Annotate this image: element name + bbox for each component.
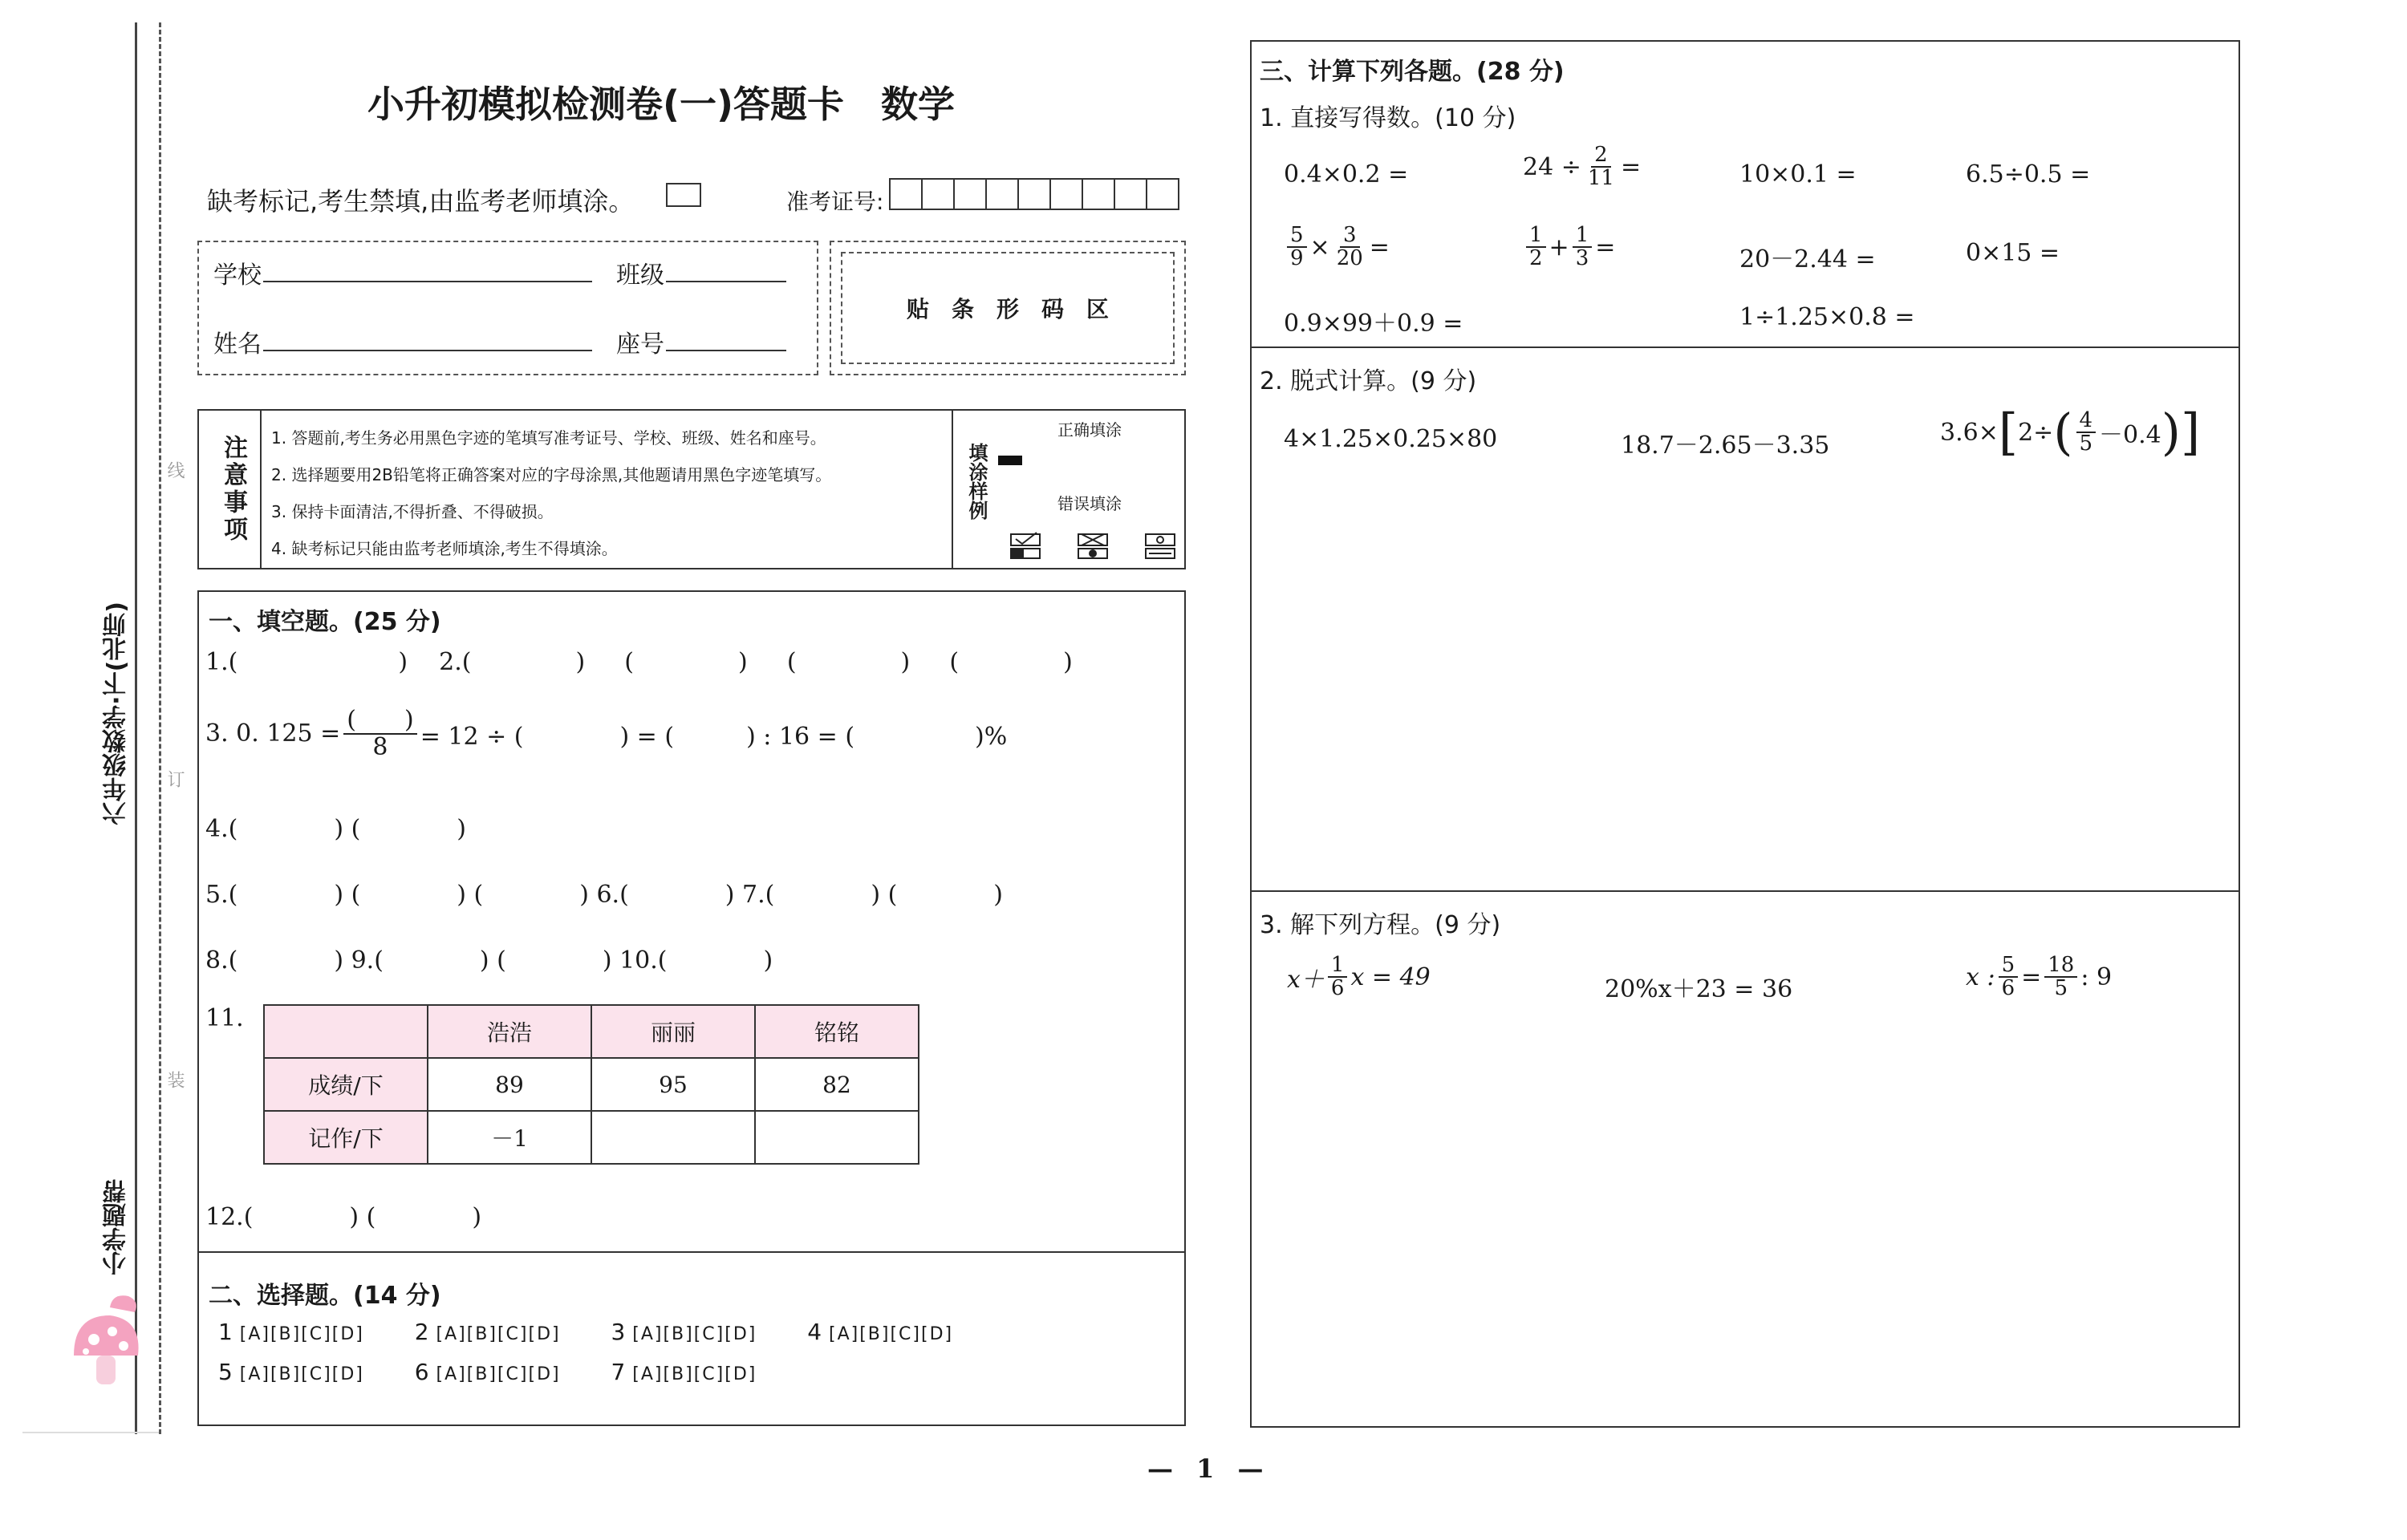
q3-frac-num: ( ) — [343, 707, 416, 735]
choice-q3[interactable] — [611, 1319, 757, 1345]
table-cell: 浩浩 — [428, 1005, 591, 1058]
choice-options[interactable]: [A][B][C][D] — [239, 1364, 364, 1384]
fill-row-8[interactable]: 8.( ) 9.( ) ( ) 10.( ) — [205, 946, 773, 975]
step-a: 4×1.25×0.25×80 — [1284, 425, 1498, 453]
step-c-inner: 2÷ — [2018, 418, 2054, 447]
choice-options[interactable]: [A][B][C][D] — [632, 1324, 757, 1344]
step-c-frac — [2076, 407, 2096, 456]
bracket-open: [ — [1998, 403, 2019, 461]
frac-den: 5 — [2079, 432, 2093, 456]
barcode-box-inner — [841, 252, 1175, 364]
frac-den: 5 — [2054, 976, 2068, 1001]
page-number: — 1 — — [1147, 1453, 1264, 1484]
fill-row-4[interactable]: 4.( ) ( ) — [205, 815, 466, 843]
frac-num: 1 — [1573, 225, 1593, 248]
eq-c — [1966, 954, 2112, 1000]
choice-number: 1 — [218, 1319, 233, 1345]
absent-note: 缺考标记,考生禁填,由监考老师填涂。 — [207, 186, 635, 217]
table-cell[interactable] — [755, 1111, 919, 1164]
part2-title: 二、选择题。(14 分) — [209, 1282, 441, 1310]
calc-d: 6.5÷0.5 = — [1966, 160, 2091, 188]
fill-row-1[interactable] — [205, 648, 1073, 676]
step-answer-area[interactable] — [1260, 481, 2230, 882]
calc-b-pre: 24 ÷ — [1523, 152, 1581, 181]
choice-number: 6 — [414, 1359, 429, 1385]
paren-close: ) — [2161, 403, 2181, 461]
table-row — [264, 1058, 919, 1111]
spine-mark-ding: 订 — [164, 770, 185, 788]
spine-dashed-line — [159, 22, 161, 1434]
q2-close-3: ) — [900, 648, 911, 676]
eq-c-post: : 9 — [2080, 962, 2113, 991]
calc-b-post: = — [1620, 152, 1642, 181]
choice-q6[interactable] — [415, 1359, 561, 1385]
choice-number: 3 — [611, 1319, 626, 1345]
bracket-close: ] — [2180, 403, 2201, 461]
notes-divider — [260, 411, 262, 568]
calc-e-frac2 — [1333, 225, 1366, 270]
seat-field[interactable] — [666, 350, 786, 351]
q11-label: 11. — [205, 1004, 244, 1032]
frac-den: 9 — [1290, 246, 1304, 271]
q2-open-4: ( — [949, 648, 960, 676]
fill-row-5[interactable]: 5.( ) ( ) ( ) 6.( ) 7.( ) ( ) — [205, 881, 1003, 909]
frac-num: 5 — [1999, 954, 2019, 978]
score-table — [263, 1004, 919, 1165]
exam-id-box[interactable] — [1114, 178, 1147, 210]
eq-a-frac — [1328, 954, 1348, 1000]
exam-id-box[interactable] — [1146, 178, 1179, 210]
spine-brand: 小学题帮 — [103, 1179, 131, 1275]
calc-c: 10×0.1 = — [1739, 160, 1857, 188]
spine-mark-xian: 线 — [164, 461, 185, 479]
table-cell: 铭铭 — [755, 1005, 919, 1058]
part3-sub1: 1. 直接写得数。(10 分) — [1260, 104, 1516, 132]
frac-num: 2 — [1591, 144, 1611, 168]
eq-c-equals: = — [2021, 962, 2042, 991]
choice-q1[interactable] — [218, 1319, 364, 1345]
frac-num: 1 — [1526, 225, 1546, 248]
q3-fraction — [343, 707, 416, 760]
frac-den: 6 — [2001, 976, 2015, 1001]
eq-c-frac2 — [2044, 954, 2077, 1000]
table-cell: 成绩/下 — [264, 1058, 428, 1111]
table-cell: －1 — [428, 1111, 591, 1164]
calc-h: 0×15 = — [1966, 239, 2060, 267]
q2-close-1: ) — [575, 648, 586, 676]
exam-id-box[interactable] — [953, 178, 987, 210]
student-info-box — [197, 241, 818, 375]
choice-number: 2 — [414, 1319, 429, 1345]
notes-heading: 注意事项 — [219, 435, 247, 544]
choice-number: 7 — [611, 1359, 626, 1385]
choice-options[interactable]: [A][B][C][D] — [239, 1324, 364, 1344]
part3-divider-2 — [1250, 890, 2240, 892]
table-cell: 95 — [591, 1058, 755, 1111]
q2-open-2: ( — [624, 648, 634, 676]
correct-label: 正确填涂 — [1057, 420, 1122, 440]
calc-f-post: = — [1595, 233, 1616, 261]
calc-f-frac2 — [1573, 225, 1593, 270]
q2-close-2: ) — [738, 648, 748, 676]
table-cell[interactable] — [591, 1111, 755, 1164]
q1-open: 1.( — [205, 648, 238, 676]
spine-subject: 六年级数学·下(北师) — [103, 602, 131, 825]
table-cell: 记作/下 — [264, 1111, 428, 1164]
class-label: 班级 — [616, 261, 664, 290]
eq-a-post: x = 49 — [1350, 962, 1431, 991]
q3-prefix: 3. 0. 125 = — [205, 719, 341, 748]
table-cell: 丽丽 — [591, 1005, 755, 1058]
choice-number: 4 — [807, 1319, 822, 1345]
part3-divider-1 — [1250, 346, 2240, 348]
eq-a — [1287, 954, 1431, 1000]
exam-id-box[interactable] — [985, 178, 1019, 210]
note-item-3: 3. 保持卡面清洁,不得折叠、不得破损。 — [271, 502, 554, 521]
choice-q4[interactable] — [807, 1319, 953, 1345]
equation-answer-area[interactable] — [1260, 1027, 2230, 1420]
calc-e-frac1 — [1287, 225, 1307, 270]
name-label: 姓名 — [213, 330, 262, 359]
q2-open-3: ( — [786, 648, 797, 676]
seat-label: 座号 — [616, 330, 664, 359]
step-c-pre: 3.6× — [1940, 418, 1999, 447]
exam-id-box[interactable] — [1049, 178, 1083, 210]
calc-b — [1523, 144, 1641, 190]
choice-row-2 — [218, 1359, 760, 1385]
choice-number: 5 — [218, 1359, 233, 1385]
table-row — [264, 1005, 919, 1058]
exam-id-label: 准考证号: — [786, 188, 884, 215]
q1-close: ) — [398, 648, 408, 676]
frac-den: 6 — [1330, 976, 1345, 1001]
table-cell — [264, 1005, 428, 1058]
wrong-fill-samples-icon — [1009, 531, 1178, 563]
q2-open: 2.( — [439, 648, 472, 676]
choice-options[interactable]: [A][B][C][D] — [436, 1324, 561, 1344]
frac-den: 20 — [1336, 246, 1363, 271]
calc-f-op: + — [1549, 233, 1569, 261]
eq-b: 20%x＋23 = 36 — [1605, 975, 1793, 1003]
fill-row-3[interactable] — [205, 707, 1007, 760]
calc-e-post: = — [1369, 233, 1390, 261]
calc-a: 0.4×0.2 = — [1284, 160, 1409, 188]
step-c — [1940, 403, 2201, 461]
note-item-4: 4. 缺考标记只能由监考老师填涂,考生不得填涂。 — [271, 539, 618, 558]
part3-sub3: 3. 解下列方程。(9 分) — [1260, 911, 1501, 939]
name-field[interactable] — [263, 350, 592, 351]
table-row — [264, 1111, 919, 1164]
exam-id-box[interactable] — [921, 178, 955, 210]
part3-sub2: 2. 脱式计算。(9 分) — [1260, 367, 1477, 395]
choice-q2[interactable] — [415, 1319, 561, 1345]
calc-i: 0.9×99＋0.9 = — [1284, 310, 1463, 338]
choice-row-1 — [218, 1319, 956, 1345]
part3-title: 三、计算下列各题。(28 分) — [1260, 58, 1565, 86]
school-field[interactable] — [263, 281, 592, 282]
sample-divider — [952, 411, 953, 568]
table-cell: 82 — [755, 1058, 919, 1111]
eq-c-frac1 — [1999, 954, 2019, 1000]
class-field[interactable] — [666, 281, 786, 282]
barcode-box-outer — [830, 241, 1186, 375]
frac-num: 18 — [2044, 954, 2077, 978]
exam-id-box[interactable] — [889, 178, 923, 210]
frac-den: 2 — [1529, 246, 1543, 271]
q3-frac-den: 8 — [372, 732, 388, 761]
notes-box — [197, 409, 1186, 569]
choice-q5[interactable] — [218, 1359, 364, 1385]
spine-mark-zhuang: 装 — [164, 1071, 185, 1088]
school-label: 学校 — [213, 261, 262, 290]
absent-checkbox[interactable] — [666, 183, 701, 207]
step-c-post: －0.4 — [2099, 421, 2161, 449]
note-item-1: 1. 答题前,考生务必用黑色字迹的笔填写准考证号、学校、班级、姓名和座号。 — [271, 428, 826, 448]
frac-num: 5 — [1287, 225, 1307, 248]
calc-e — [1284, 225, 1390, 270]
calc-f-frac1 — [1526, 225, 1546, 270]
fill-row-12[interactable]: 12.( ) ( ) — [205, 1203, 482, 1231]
calc-g: 20－2.44 = — [1739, 245, 1876, 274]
eq-c-pre: x : — [1966, 962, 1995, 991]
spine-solid-line — [135, 22, 137, 1434]
sample-label: 填涂样例 — [965, 443, 988, 520]
note-item-2: 2. 选择题要用2B铅笔将正确答案对应的字母涂黑,其他题请用黑色字迹笔填写。 — [271, 465, 832, 484]
eq-a-pre: x＋ — [1287, 966, 1325, 995]
page-title: 小升初模拟检测卷(一)答题卡 数学 — [367, 83, 956, 126]
part1-title: 一、填空题。(25 分) — [209, 608, 441, 636]
choice-options[interactable]: [A][B][C][D] — [828, 1324, 954, 1344]
calc-b-frac — [1585, 144, 1618, 190]
frac-num: 3 — [1340, 225, 1360, 248]
exam-id-box[interactable] — [1082, 178, 1115, 210]
wrong-label: 错误填涂 — [1057, 494, 1122, 513]
frac-den: 3 — [1575, 246, 1589, 271]
frac-den: 11 — [1587, 166, 1614, 191]
mushroom-icon — [66, 1291, 146, 1396]
choice-options[interactable]: [A][B][C][D] — [436, 1364, 561, 1384]
frac-num: 4 — [2076, 410, 2096, 433]
calc-j: 1÷1.25×0.8 = — [1739, 303, 1915, 331]
step-b: 18.7－2.65－3.35 — [1621, 432, 1830, 460]
calc-f — [1523, 225, 1615, 270]
choice-q7[interactable] — [611, 1359, 757, 1385]
exam-id-boxes[interactable] — [891, 178, 1179, 210]
exam-id-box[interactable] — [1017, 178, 1051, 210]
q3-rest: = 12 ÷ ( ) = ( ) : 16 = ( )% — [420, 722, 1008, 751]
correct-fill-sample — [998, 456, 1022, 465]
q2-close-4: ) — [1063, 648, 1073, 676]
barcode-label: 贴 条 形 码 区 — [906, 296, 1109, 322]
paren-open: ( — [2053, 403, 2073, 461]
calc-e-op: × — [1309, 233, 1330, 261]
frac-num: 1 — [1328, 954, 1348, 978]
table-cell: 89 — [428, 1058, 591, 1111]
spine-bottom-line — [22, 1432, 159, 1433]
choice-options[interactable]: [A][B][C][D] — [632, 1364, 757, 1384]
